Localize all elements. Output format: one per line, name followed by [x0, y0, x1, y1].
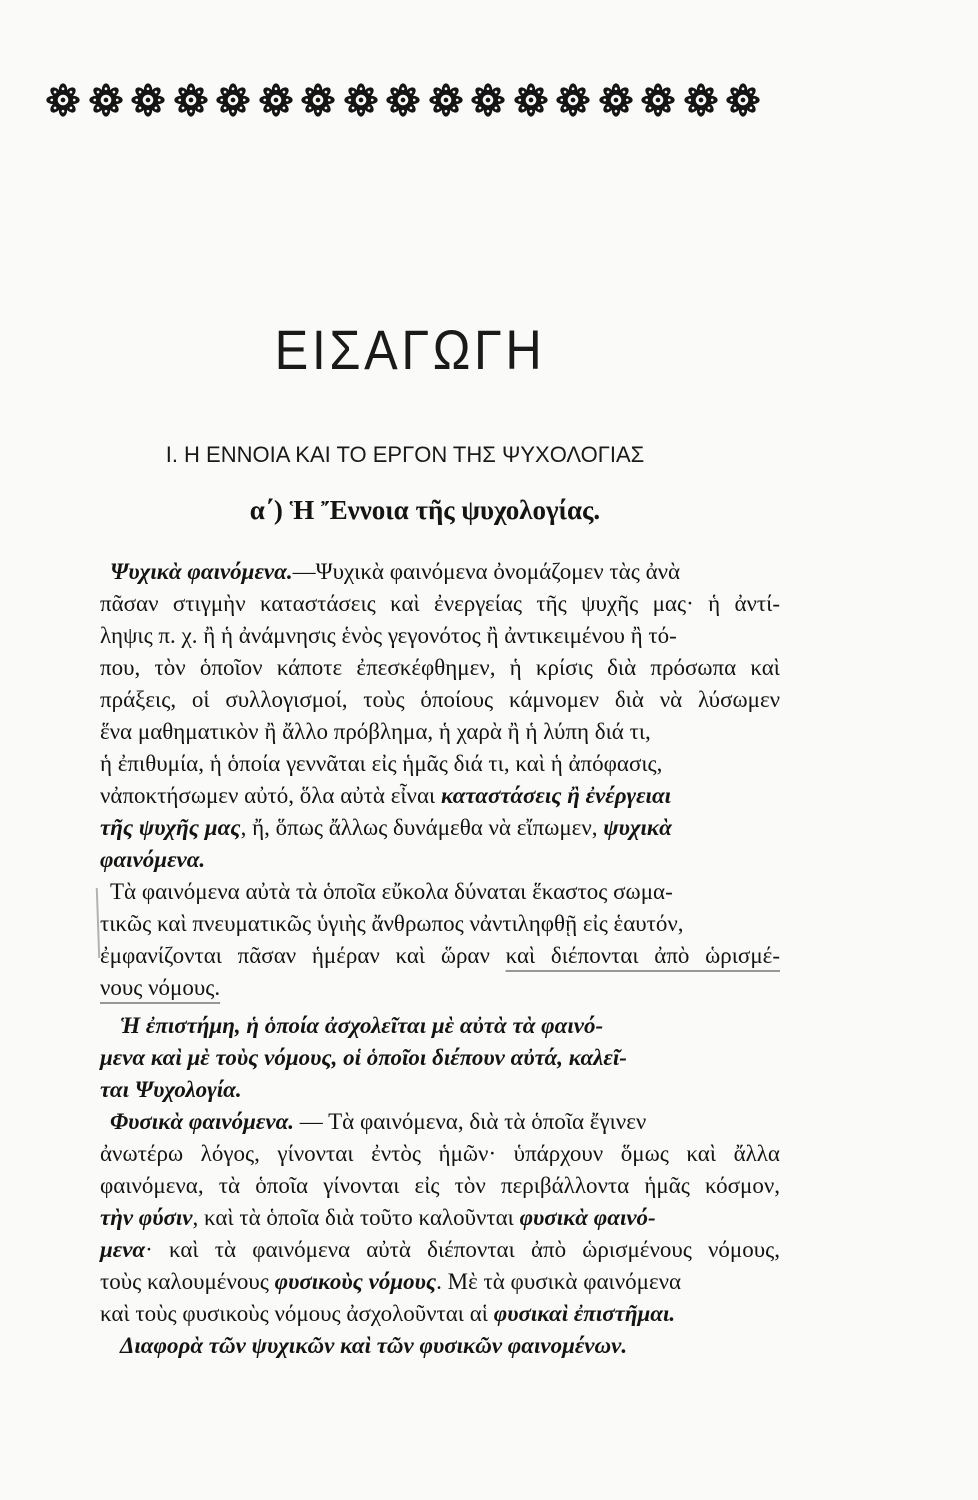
text-line — [100, 972, 780, 1004]
body-text — [100, 556, 780, 1362]
text-line — [100, 1330, 780, 1362]
text-run: νἀποκτήσωμεν αὐτό, ὅλα αὐτὰ εἶναι — [100, 783, 441, 808]
emphasized-text: φυσικαὶ ἐπιστῆμαι. — [493, 1301, 676, 1326]
text-line — [100, 748, 780, 780]
text-line — [100, 1234, 780, 1266]
text-run: —Ψυχικὰ φαινόμενα ὀνομάζομεν τὰς ἀνὰ — [292, 559, 681, 584]
paragraph — [100, 556, 780, 876]
paragraph — [100, 1010, 780, 1106]
underlined-text: καὶ διέπονται ἀπὸ ὡρισμέ- — [505, 943, 780, 968]
rosette-icon — [340, 81, 383, 119]
text-run: καὶ τοὺς φυσικοὺς νόμους ἀσχολοῦνται αἱ — [100, 1301, 494, 1326]
text-line — [100, 588, 780, 620]
rosette-icon — [722, 81, 765, 119]
emphasized-text: τὴν φύσιν — [100, 1205, 193, 1230]
emphasized-text: μενα — [100, 1237, 146, 1262]
text-line — [100, 1202, 780, 1234]
text-line — [100, 940, 780, 972]
underlined-text: νους νόμους. — [100, 975, 221, 1000]
text-line — [100, 716, 780, 748]
emphasized-text: τῆς ψυχῆς μας — [100, 815, 241, 840]
text-run: Τὰ φαινόμενα αὐτὰ τὰ ὁποῖα εὔκολα δύναται ἕκαστος σωμα- — [110, 879, 673, 904]
text-line — [100, 1042, 780, 1074]
rosette-icon — [170, 81, 213, 119]
rosette-icon — [42, 81, 85, 119]
emphasized-text: Ἡ ἐπιστήμη, ἡ ὁποία ἀσχολεῖται μὲ αὐτὰ τὰ φαινό- — [120, 1013, 604, 1038]
text-run: πᾶσαν στιγμὴν καταστάσεις καὶ ἐνεργείας τῆς ψυχῆς μας· ἡ ἀντί- — [100, 591, 780, 616]
rosette-icon — [127, 81, 170, 119]
text-run: ληψις π. χ. ἢ ἡ ἀνάμνησις ἑνὸς γεγονότος ἢ ἀντικειμένου ἢ τό- — [100, 623, 677, 648]
text-run: φαινόμενα, τὰ ὁποῖα γίνονται εἰς τὸν περιβάλλοντα ἡμᾶς κόσμον, — [100, 1173, 780, 1198]
text-line — [100, 1266, 780, 1298]
rosette-icon — [467, 81, 510, 119]
text-run: τικῶς καὶ πνευματικῶς ὑγιὴς ἄνθρωπος νἀντιληφθῇ εἰς ἑαυτόν, — [100, 911, 684, 936]
rosette-icon — [255, 81, 298, 119]
text-run: πράξεις, οἱ συλλογισμοί, τοὺς ὁποίους κάμνομεν διὰ νὰ λύσωμεν — [100, 687, 780, 712]
text-line — [100, 812, 780, 844]
paragraph — [100, 1330, 780, 1362]
rosette-icon — [552, 81, 595, 119]
text-line — [100, 652, 780, 684]
text-line — [100, 1106, 780, 1138]
text-line — [100, 908, 780, 940]
emphasized-text: φαινόμενα. — [100, 847, 206, 872]
text-line — [100, 684, 780, 716]
text-run: , ἤ, ὅπως ἄλλως δυνάμεθα νὰ εἴπωμεν, — [240, 815, 604, 840]
rosette-icon — [85, 81, 128, 119]
text-line — [100, 556, 780, 588]
emphasized-text: μενα καὶ μὲ τοὺς νόμους, οἱ ὁποῖοι διέπουν αὐτά, καλεῖ- — [100, 1045, 627, 1070]
emphasized-text: ψυχικὰ — [603, 815, 672, 840]
ornament-band — [42, 80, 766, 120]
text-run: ἕνα μαθηματικὸν ἢ ἄλλο πρόβλημα, ἡ χαρὰ ἢ ἡ λύπη διά τι, — [100, 719, 651, 744]
text-run: . Μὲ τὰ φυσικὰ φαινόμενα — [436, 1269, 682, 1294]
chapter-heading: Ι. Η ΕΝΝΟΙΑ ΚΑΙ ΤΟ ΕΡΓΟΝ ΤΗΣ ΨΥΧΟΛΟΓΙΑΣ — [165, 442, 645, 467]
section-heading: α΄) Ἡ Ἔννοια τῆς ψυχολογίας. — [249, 495, 601, 525]
text-line — [100, 1138, 780, 1170]
text-line — [100, 620, 780, 652]
emphasized-text: Ψυχικὰ φαινόμενα. — [110, 559, 293, 584]
emphasized-text: Διαφορὰ τῶν ψυχικῶν καὶ τῶν φυσικῶν φαινομένων. — [120, 1333, 628, 1358]
rosette-icon — [680, 81, 723, 119]
page-title: ΕΙΣΑΓΩΓΗ — [274, 318, 546, 381]
text-line — [100, 780, 780, 812]
rosette-icon — [425, 81, 468, 119]
text-line — [100, 1170, 780, 1202]
text-run: — Τὰ φαινόμενα, διὰ τὰ ὁποῖα ἔγινεν — [294, 1109, 647, 1134]
text-line — [100, 1074, 780, 1106]
rosette-icon — [212, 81, 255, 119]
emphasized-text: καταστάσεις ἢ ἐνέργειαι — [440, 783, 672, 808]
text-line — [100, 844, 780, 876]
rosette-icon — [382, 81, 425, 119]
rosette-icon — [595, 81, 638, 119]
emphasized-text: Φυσικὰ φαινόμενα. — [110, 1109, 295, 1134]
text-run: τοὺς καλουμένους — [100, 1269, 275, 1294]
rosette-icon — [637, 81, 680, 119]
text-run: ἡ ἐπιθυμία, ἡ ὁποία γεννᾶται εἰς ἡμᾶς διά τι, καὶ ἡ ἀπόφασις, — [100, 751, 663, 776]
text-run: ἀνωτέρω λόγος, γίνονται ἐντὸς ἡμῶν· ὑπάρχουν ὅμως καὶ ἄλλα — [100, 1141, 780, 1166]
emphasized-text: φυσικοὺς νόμους — [274, 1269, 437, 1294]
text-line — [100, 1010, 780, 1042]
rosette-icon — [297, 81, 340, 119]
paragraph — [100, 876, 780, 1004]
text-line — [100, 876, 780, 908]
emphasized-text: ται Ψυχολογία. — [100, 1077, 242, 1102]
emphasized-text: φυσικὰ φαινό- — [519, 1205, 656, 1230]
text-run: ἐμφανίζονται πᾶσαν ἡμέραν καὶ ὥραν — [100, 943, 506, 968]
paragraph — [100, 1106, 780, 1330]
text-line — [100, 1298, 780, 1330]
text-run: που, τὸν ὁποῖον κάποτε ἐπεσκέφθημεν, ἡ κρίσις διὰ πρόσωπα καὶ — [100, 655, 780, 680]
text-run: , καὶ τὰ ὁποῖα διὰ τοῦτο καλοῦνται — [192, 1205, 520, 1230]
rosette-icon — [510, 81, 553, 119]
text-run: · καὶ τὰ φαινόμενα αὐτὰ διέπονται ἀπὸ ὡρισμένους νόμους, — [145, 1237, 780, 1262]
